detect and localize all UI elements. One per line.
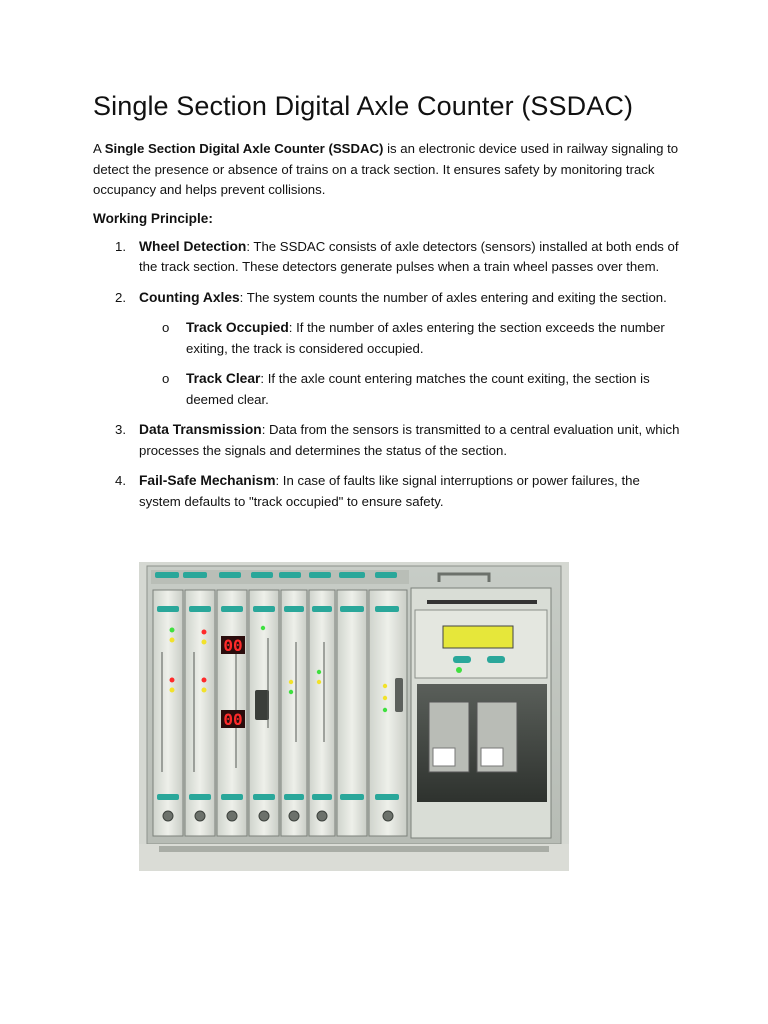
- step-text: : The system counts the number of axles entering and exiting the section.: [239, 289, 667, 305]
- sub-list: [139, 318, 683, 410]
- document-page: [93, 88, 683, 522]
- list-item: [93, 420, 683, 461]
- sub-text: : If the axle count entering matches the count exiting, the section is deemed clear.: [186, 371, 650, 407]
- list-number: 1.: [115, 238, 126, 254]
- steps-list: [93, 237, 683, 513]
- step-term: Counting Axles: [139, 289, 240, 305]
- list-item: [93, 237, 683, 278]
- step-text: : The SSDAC consists of axle detectors (sensors) installed at both ends of the track section. These detectors generate pulses when a train wheel passes over them.: [139, 238, 679, 274]
- lcd-display: [443, 626, 513, 648]
- sub-list-item: [139, 318, 683, 359]
- sub-list-item: [139, 369, 683, 410]
- evaluator-panel: [411, 574, 551, 838]
- intro-term: Single Section Digital Axle Counter (SSDAC): [104, 141, 384, 156]
- bullet-marker: o: [162, 320, 170, 335]
- step-text: : Data from the sensors is transmitted to a central evaluation unit, which processes the signals and determines the status of the section.: [139, 422, 680, 458]
- bullet-marker: o: [162, 371, 170, 386]
- sub-term: Track Occupied: [186, 320, 289, 335]
- working-principle-heading: Working Principle:: [93, 210, 213, 226]
- sub-text: : If the number of axles entering the section exceeds the number exiting, the track is considered occupied.: [186, 320, 665, 356]
- step-term: Fail-Safe Mechanism: [139, 473, 276, 488]
- step-term: Data Transmission: [139, 422, 262, 437]
- list-number: 3.: [115, 422, 126, 437]
- list-number: 2.: [115, 289, 126, 305]
- step-text: : In case of faults like signal interruptions or power failures, the system defaults to "track occupied" to ensure safety.: [139, 473, 640, 509]
- digit-top-text: 00: [223, 636, 243, 655]
- page-title: Single Section Digital Axle Counter (SSDAC): [93, 91, 634, 121]
- ssdac-equipment-photo: [139, 562, 569, 871]
- list-item: [93, 471, 683, 512]
- intro-prefix: A: [93, 141, 105, 156]
- list-item: [93, 288, 683, 411]
- digit-bottom-text: 00: [223, 710, 243, 729]
- top-label-rail: [151, 570, 409, 584]
- digit-display-top: [221, 636, 245, 655]
- intro-rest: is an electronic device used in railway signaling to detect the presence or absence of trains on a track section. It ensures safety by monitoring track occupancy and helps prevent collisions.: [93, 141, 679, 197]
- step-term: Wheel Detection: [139, 238, 247, 254]
- sub-term: Track Clear: [186, 371, 261, 386]
- list-number: 4.: [115, 473, 126, 488]
- digit-display-bottom: [221, 710, 245, 729]
- intro-paragraph: [93, 139, 683, 201]
